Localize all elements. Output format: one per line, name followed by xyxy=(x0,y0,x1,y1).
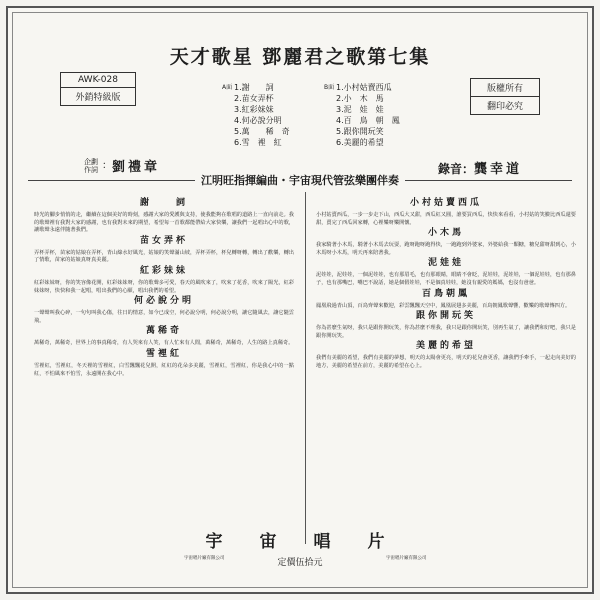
song-title: 美麗的希望 xyxy=(415,341,476,352)
lyrics-left-column xyxy=(34,200,294,381)
rights-line-2: 翻印必究 xyxy=(471,96,539,114)
song-block xyxy=(34,235,294,265)
recording-credit xyxy=(438,158,522,177)
side-b-label: B面 xyxy=(324,84,335,91)
song-block xyxy=(316,230,576,257)
song-lyrics: 時光的腳步悄悄的走，繼續在這個美好的時刻，感謝大家的愛護與支持，使我能夠在歌唱的道路上一直向前走。我的歌聲裡有我對大家的感謝，也有我對未來的期望，希望每一首歌都能帶給大家快樂，讓我們一起唱出心中的歌，讓歌聲永遠伴隨著我們。 xyxy=(34,212,294,234)
song-title: 謝 詞 xyxy=(139,198,188,208)
side-b-track: 4.百 鳥 朝 鳳 xyxy=(336,116,400,125)
side-a-track: 2.苗女弄杯 xyxy=(234,94,274,103)
producer-name: 劉禮章 xyxy=(112,160,161,175)
song-header xyxy=(316,288,576,303)
side-b-track: 3.泥 娃 娃 xyxy=(336,105,384,114)
song-block xyxy=(34,348,294,378)
song-lyrics: 雪裡紅，雪裡紅，冬天裡的雪裡紅，白雪飄飄花兒開，紅紅的花朵多美麗，雪裡紅，雪裡紅，你是我心中的一點紅，不怕風來不怕雪，永遠開在我心中。 xyxy=(34,362,294,377)
side-a-label: A面 xyxy=(222,84,233,91)
album-back-cover xyxy=(6,6,594,594)
song-title: 跟你開玩笑 xyxy=(415,311,476,322)
side-a-track: 1.謝 詞 xyxy=(234,83,274,92)
song-title: 紅彩妹妹 xyxy=(139,265,188,276)
song-header xyxy=(316,260,576,272)
band-rule xyxy=(28,174,572,194)
song-header xyxy=(34,200,294,212)
song-header xyxy=(34,328,294,340)
orchestra-credit: 江明旺指揮編曲・宇宙現代管弦樂團伴奏 xyxy=(195,172,405,188)
credit-roles xyxy=(84,158,102,174)
song-lyrics: 弄杯弄杯，苗家的姑娘在弄杯，青山綠水好風光，姑娘的笑聲滿山坡，弄杯弄杯，杯兒轉呀轉，轉出了歡樂，轉出了情歌，苗家的姑娘真呀真美麗。 xyxy=(34,249,294,264)
song-header xyxy=(34,265,294,280)
song-lyrics: 泥娃娃，泥娃娃，一個泥娃娃，也有那眉毛，也有那眼睛，眼睛不會眨，泥娃娃，泥娃娃，一個泥娃娃，也有那鼻子，也有那嘴巴，嘴巴不說話，她是個假娃娃，不是個真娃娃，她沒有親愛的媽媽，也沒有爸爸。 xyxy=(316,272,576,286)
song-block xyxy=(34,298,294,325)
song-block xyxy=(316,343,576,370)
side-a-track: 4.何必說分明 xyxy=(234,116,282,125)
song-header xyxy=(34,298,294,310)
song-title: 百鳥朝鳳 xyxy=(421,288,470,299)
side-b xyxy=(324,82,446,148)
song-title: 小村姑賣西瓜 xyxy=(409,198,482,208)
recording-label: 錄音： xyxy=(437,162,474,176)
song-block xyxy=(316,288,576,311)
side-b-track: 1.小村姑賣西瓜 xyxy=(336,83,392,92)
credit-role-bottom: 作詞 xyxy=(84,165,98,174)
side-a-track: 3.紅彩妹妹 xyxy=(234,105,274,114)
song-lyrics: 萬稀奇，萬稀奇，世界上的事真稀奇，有人哭來有人笑，有人忙來有人閒，萬稀奇，萬稀奇，人生的路上真稀奇。 xyxy=(34,340,294,347)
song-lyrics: 一聲聲叫我心碎，一句句叫我心傷，往日的情意，如今已成空，何必說分明，何必說分明，讓它隨風去，讓它隨雲飛。 xyxy=(34,310,294,324)
side-a-track: 5.萬 稀 奇 xyxy=(234,127,290,136)
song-header xyxy=(34,235,294,250)
credit-role-top: 企劃 xyxy=(84,157,98,166)
song-lyrics: 小村姑賣西瓜，一步一步走下山，西瓜大又甜，西瓜紅又圓，誰要買西瓜，快快來看看，小村姑的笑臉比西瓜還要甜，賣完了西瓜回家轉，心裡樂呀樂開懷。 xyxy=(316,212,576,226)
song-lyrics: 我們有美麗的希望，我們有美麗的夢想，明天的太陽會更亮，明天的花兒會更香，讓我們手牽手，一起走向美好的地方，美麗的希望在前方，美麗的希望在心上。 xyxy=(316,355,576,369)
song-lyrics: 你為甚麼生氣呀，我只是跟你開玩笑，你為甚麼不理我，我只是跟你開玩笑，別再生氣了，讓我們和好吧，我只是跟你開玩笑。 xyxy=(316,325,576,339)
song-header xyxy=(316,200,576,212)
song-lyrics: 鳳凰飛過青山頂，百鳥齊聲來歡迎，彩雲飄飄天空中，鳳凰展翅多美麗，百鳥朝鳳歌聲響，歡樂的歌聲傳四方。 xyxy=(316,302,571,309)
song-lyrics: 我家騎著小木馬，騎著小木馬去玩耍，跑呀跑呀跑得快，一跑跑到外婆家，外婆給我一顆糖，糖兒甜呀甜到心，小木馬呀小木馬，明天再來陪著我。 xyxy=(316,242,576,256)
side-b-track: 5.跟你開玩笑 xyxy=(336,127,384,136)
catalog-number: AWK-028 xyxy=(78,75,118,85)
song-header xyxy=(34,348,294,363)
song-block xyxy=(316,313,576,340)
price: 定價伍拾元 xyxy=(277,558,323,568)
song-title: 萬稀奇 xyxy=(145,326,182,337)
song-header xyxy=(316,313,576,325)
side-b-track: 6.美麗的希望 xyxy=(336,138,384,147)
song-block xyxy=(316,260,576,287)
song-block xyxy=(34,200,294,235)
song-header xyxy=(316,343,576,355)
song-title: 何必說分明 xyxy=(133,296,194,307)
side-a-track: 6.雪 裡 紅 xyxy=(234,138,282,147)
catalog-edition: 外銷特級版 xyxy=(61,87,135,105)
song-title: 泥娃娃 xyxy=(427,258,464,269)
rights-line-1: 版權所有 xyxy=(486,84,523,94)
song-block xyxy=(34,265,294,295)
song-title: 苗女弄杯 xyxy=(139,235,188,246)
rights-box xyxy=(470,78,540,115)
song-block xyxy=(34,328,294,348)
song-title: 小木馬 xyxy=(427,228,464,239)
song-header xyxy=(316,230,576,242)
footer-company-right: 宇宙唱片廠有限公司 xyxy=(386,556,427,561)
footer-company-left: 宇宙唱片廠有限公司 xyxy=(184,556,225,561)
catalog-box xyxy=(60,72,136,106)
song-lyrics: 紅彩妹妹呀，你的笑容像花開，紅彩妹妹呀，你的歌聲多可愛，春天的風吹來了，吹來了花香，吹來了陽光，紅彩妹妹呀，快快和我一起唱，唱出我們的心願，唱出我們的希望。 xyxy=(34,279,294,294)
album-title: 天才歌星 鄧麗君之歌第七集 xyxy=(169,46,431,68)
record-label-brand: 宇 宙 唱 片 xyxy=(205,532,395,552)
lyrics-right-column xyxy=(316,200,576,374)
recording-engineer: 龔幸道 xyxy=(473,162,522,177)
side-b-track: 2.小 木 馬 xyxy=(336,94,384,103)
producer-credit: 企劃 作詞 ：劉禮章 xyxy=(84,157,161,175)
column-divider xyxy=(305,192,306,544)
song-block xyxy=(316,200,576,227)
song-title: 雪裡紅 xyxy=(145,348,182,359)
